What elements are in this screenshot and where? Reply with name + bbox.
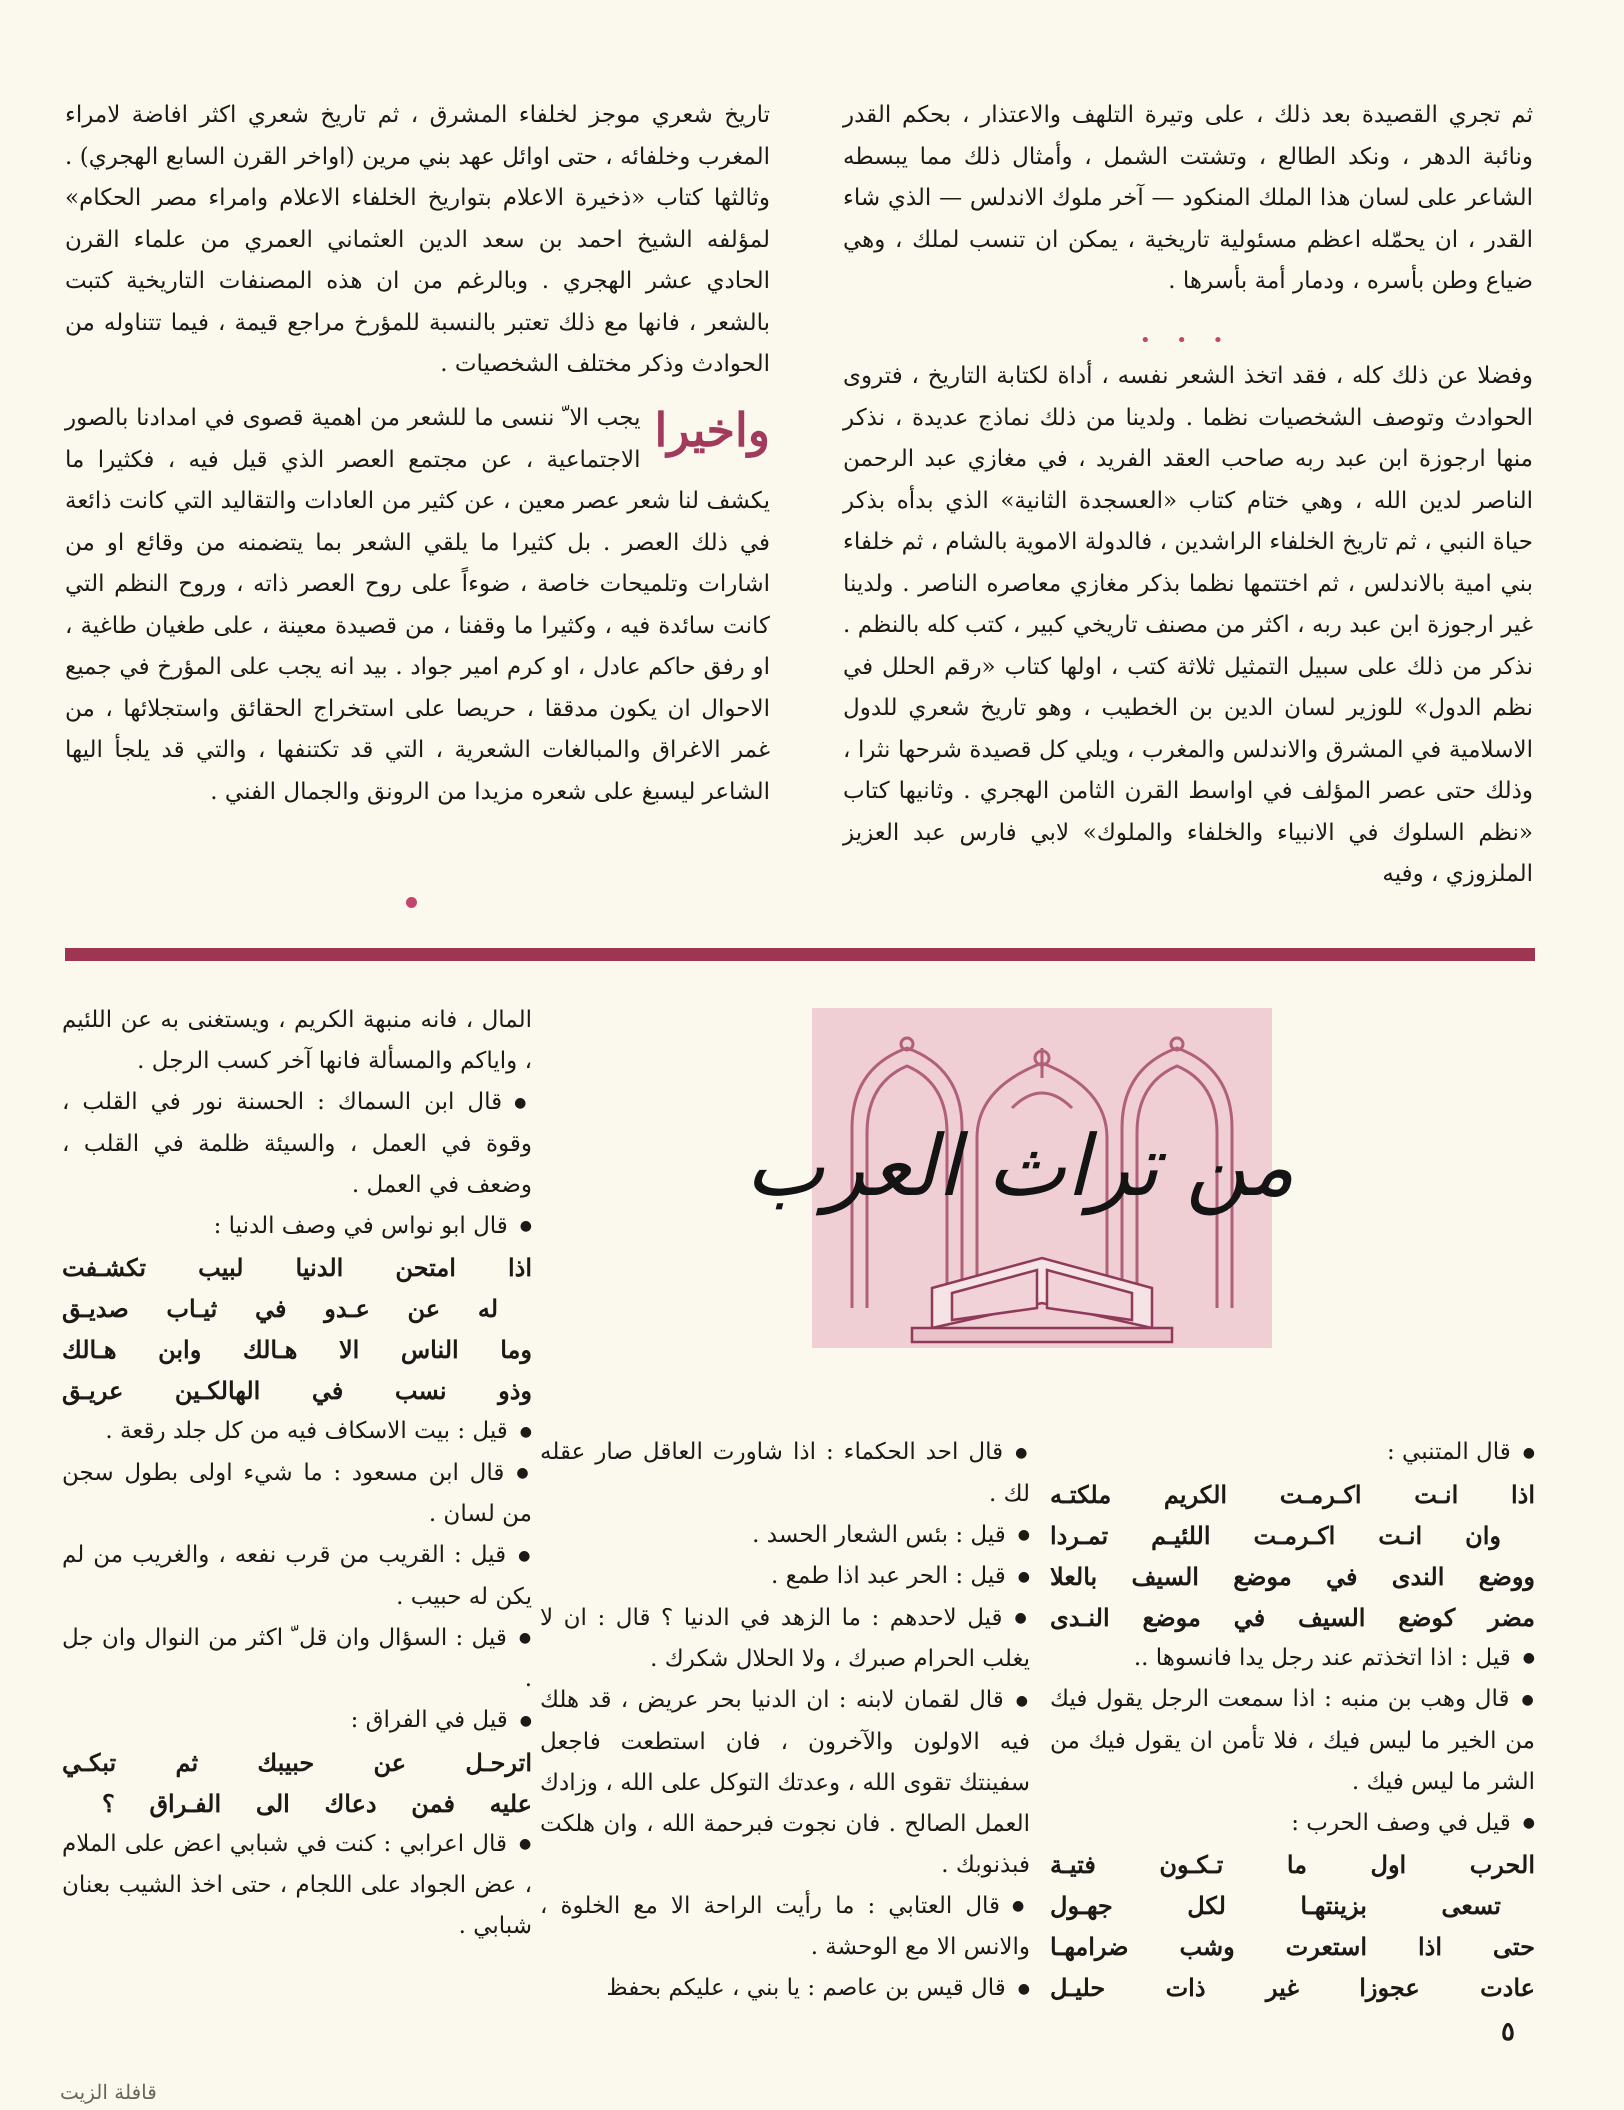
list-item: ●قال قيس بن عاصم : يا بني ، عليكم بحفظ: [606, 1975, 1030, 2001]
sayings-column-middle: [540, 1432, 1030, 2010]
list-item: ●قال احد الحكماء : اذا شاورت العاقل صار عقله لك .: [540, 1439, 1030, 1507]
history-paragraph-2: وفضلا عن ذلك كله ، فقد اتخذ الشعر نفسه ، أداة لكتابة التاريخ ، فتروى الحوادث وتوصف الشخصيات نظما . ولدينا من ذلك نماذج عديدة ، نذكر منها ارجوزة ابن عبد ربه صاحب العقد الفريد ، في مغازي عبد الرحمن الناصر لدين الله ، وهي ختام كتاب «العسجدة الثانية» الذي بدأه بذكر حياة النبي ، ثم تاريخ الخلفاء الراشدين ، فالدولة الاموية بالشام ، ثم خلفاء بني امية بالاندلس ، ثم اختتمها نظما بذكر مغازي معاصره الناصر . ولدينا غير ارجوزة ابن عبد ربه ، اكثر من مصنف تاريخي كبير ، كتب كله بالنظم . نذكر من ذلك على سبيل التمثيل ثلاثة كتب ، اولها كتاب «رقم الحلل في نظم الدول» للوزير لسان الدين بن الخطيب ، وهو تاريخ شعري للدول الاسلامية في المشرق والاندلس والمغرب ، ويلي كل قصيدة شرحها نثرا ، وذلك حتى عصر المؤلف في اواسط القرن الثامن الهجري . وثانيها كتاب «نظم السلوك في الانبياء والخلفاء والملوك» لابي فارس عبد العزيز الملزوزي ، وفيه: [843, 363, 1533, 887]
list-item: ●قال ابو نواس في وصف الدنيا :: [213, 1212, 532, 1239]
list-item: ●قال ابن مسعود : ما شيء اولى بطول سجن من لسان .: [62, 1459, 533, 1527]
conclusion-block: [65, 398, 770, 813]
sayings-column-left: [62, 1000, 532, 1947]
verse-line: عليه فمن دعاك الى الفـراق ؟: [102, 1788, 532, 1818]
bullet-icon: ●: [519, 1712, 532, 1729]
bullet-icon: ●: [518, 1547, 532, 1564]
verse-line: اترحـل عن حبيبك ثم تبكـي: [62, 1747, 532, 1777]
list-item: ●قيل : القريب من قرب نفعه ، والغريب من لم يكن له حبيب .: [62, 1542, 532, 1610]
wakhiran-drop-word: واخيرا: [654, 403, 770, 457]
bullet-icon: ●: [1014, 1610, 1030, 1626]
verse-line: حتى اذا استعرت وشب ضرامهـا: [1050, 1932, 1535, 1961]
history-paragraph-1: ثم تجري القصيدة بعد ذلك ، على وتيرة التلهف والاعتذار ، بحكم القدر ونائبة الدهر ، ونكد الطالع ، وتشتت الشمل ، وأمثال ذلك مما يبسطه الشاعر على لسان هذا الملك المنكود — آخر ملوك الاندلس — الذي شاء القدر ، ان يحمّله اعظم مسئولية تاريخية ، يمكن ان تنسب لملك ، وهي ضياع وطن بأسره ، ودمار أمة بأسرها .: [843, 102, 1533, 294]
bullet-icon: ●: [1017, 1980, 1030, 1997]
bullet-icon: ●: [518, 1630, 533, 1646]
bullet-icon: ●: [1012, 1898, 1031, 1914]
list-item: ●قيل لاحدهم : ما الزهد في الدنيا ؟ قال : ان لا يغلب الحرام صبرك ، ولا الحلال شكرك .: [540, 1604, 1030, 1672]
sayings-column-right: [1050, 1432, 1535, 2008]
verse-line: وان انـت اكـرمـت اللئيـم تمـردا: [1050, 1520, 1501, 1550]
verse-line: مضر كوضع السيف في موضع النـدى: [1050, 1602, 1535, 1632]
verse-line: عادت عجوزا غير ذات حليـل: [1050, 1973, 1535, 2002]
bullet-icon: ●: [519, 1423, 532, 1440]
conclusion-paragraph: يجب الا ّ ننسى ما للشعر من اهمية قصوى في امدادنا بالصور الاجتماعية ، عن مجتمع العصر الذي قيل فيه ، فكثيرا ما يكشف لنا شعر عصر معين ، عن كثير من العادات والتقاليد التي كانت ذائعة في ذلك العصر . بل كثيرا ما يلقي الشعر بما يتضمنه من وقائع او من اشارات وتلميحات خاصة ، ضوءاً على روح العصر ذاته ، وروح النظم التي كانت سائدة فيه ، وكثيرا ما وقفنا ، من قصيدة معينة ، على طغيان طاغية ، او رفق حاكم عادل ، او كرم امير جواد . بيد انه يجب على المؤرخ في جميع الاحوال ان يكون مدققا ، حريصا على استخراج الحقائق واستجلائها ، من غمر الاغراق والمبالغات الشعرية ، التي قد تكتنفها ، والتي قد يلجأ اليها الشاعر ليسبغ على شعره مزيدا من الرونق والجمال الفني .: [65, 405, 770, 805]
list-item: ●قيل : بيت الاسكاف فيه من كل جلد رقعة .: [105, 1418, 532, 1444]
list-item: ●قال اعرابي : كنت في شبابي اعض على الملام ، عض الجواد على اللجام ، حتى اخذ الشيب بعنان شبابي .: [62, 1830, 532, 1939]
bullet-icon: ●: [1015, 1444, 1030, 1461]
verse-line: وذو نسب في الهالكـين عريـق: [62, 1376, 532, 1405]
list-item: ●قال ابن السماك : الحسنة نور في القلب ، وقوة في العمل ، والسيئة ظلمة في القلب ، وضعف في العمل .: [62, 1089, 532, 1198]
verse-line: وما الناس الا هـالك وابن هـالك: [62, 1335, 532, 1364]
list-item: ●قيل : بئس الشعار الحسد .: [752, 1521, 1030, 1548]
bullet-icon: ●: [1015, 1692, 1030, 1709]
end-marker-dot: [406, 897, 417, 908]
bullet-icon: ●: [516, 1465, 533, 1481]
verse-line: اذا انـت اكـرمـت الكريم ملكتـه: [1050, 1479, 1535, 1509]
bullet-icon: ●: [1017, 1527, 1030, 1543]
list-item: ●قال لقمان لابنه : ان الدنيا بحر عريض ، قد هلك فيه الاولون والآخرون ، فان استطعت فاجعل سفينتك تقوى الله ، وعدتك التوكل على الله ، وزادك العمل الصالح . فان نجوت فبرحمة الله ، وان هلكت فبذنوبك .: [540, 1687, 1030, 1878]
list-item: ●قال العتابي : ما رأيت الراحة الا مع الخلوة ، والانس الا مع الوحشة .: [540, 1892, 1031, 1960]
list-item: ●قال وهب بن منبه : اذا سمعت الرجل يقول فيك من الخير ما ليس فيك ، فلا تأمن ان يقول فيك من الشر ما ليس فيك .: [1050, 1686, 1536, 1795]
list-item: ●قيل : اذا اتخذتم عند رجل يدا فانسوها ..: [1133, 1644, 1535, 1671]
bullet-icon: ●: [1522, 1650, 1535, 1666]
section-separator-dots: • • •: [1140, 330, 1234, 351]
bullet-icon: ●: [1522, 1444, 1535, 1461]
magazine-footer: قافلة الزيت: [60, 2080, 157, 2104]
list-item-continued: المال ، فانه منبهة الكريم ، ويستغنى به عن اللئيم ، واياكم والمسألة فانها آخر كسب الرجل .: [62, 1007, 532, 1074]
verse-line: ووضع الندى في موضع السيف بالعلا: [1050, 1561, 1535, 1591]
list-item: ●قيل في وصف الحرب :: [1291, 1809, 1535, 1836]
page-number: ٥: [1501, 2017, 1515, 2047]
list-item: ●قيل : السؤال وان قل ّ اكثر من النوال وان جل .: [62, 1624, 533, 1692]
section-divider: [65, 948, 1535, 961]
bullet-icon: ●: [519, 1218, 532, 1234]
list-item: ●قال المتنبي :: [1387, 1439, 1535, 1465]
bullet-icon: ●: [1521, 1691, 1536, 1708]
bullet-icon: ●: [514, 1094, 532, 1111]
history-paragraph-3: تاريخ شعري موجز لخلفاء المشرق ، ثم تاريخ شعري اكثر افاضة لامراء المغرب وخلفائه ، حتى اوائل عهد بني مرين (اواخر القرن السابع الهجري) . وثالثها كتاب «ذخيرة الاعلام بتواريخ الخلفاء الاعلام وامراء مصر الحكام» لمؤلفه الشيخ احمد بن سعد الدين العثماني العمري من علماء القرن الحادي عشر الهجري . وبالرغم من ان هذه المصنفات التاريخية كتبت بالشعر ، فانها مع ذلك تعتبر بالنسبة للمؤرخ مراجع قيمة ، فيما تتناوله من الحوادث وذكر مختلف الشخصيات .: [65, 102, 770, 377]
verse-line: تسعى بزينتهـا لكل جهـول: [1050, 1891, 1501, 1920]
verse-line: اذا امتحن الدنيا لبيب تكشـفت: [62, 1253, 532, 1282]
verse-line: له عن عـدو في ثيـاب صديـق: [62, 1294, 498, 1323]
verse-line: الحرب اول ما تـكـون فتيـة: [1050, 1850, 1535, 1879]
bullet-icon: ●: [518, 1836, 532, 1852]
bullet-icon: ●: [1522, 1815, 1535, 1831]
bullet-icon: ●: [1017, 1568, 1030, 1585]
list-item: ●قيل في الفراق :: [350, 1707, 532, 1733]
section-title: من تراث العرب: [745, 1117, 1295, 1215]
list-item: ●قيل : الحر عبد اذا طمع .: [770, 1563, 1030, 1589]
